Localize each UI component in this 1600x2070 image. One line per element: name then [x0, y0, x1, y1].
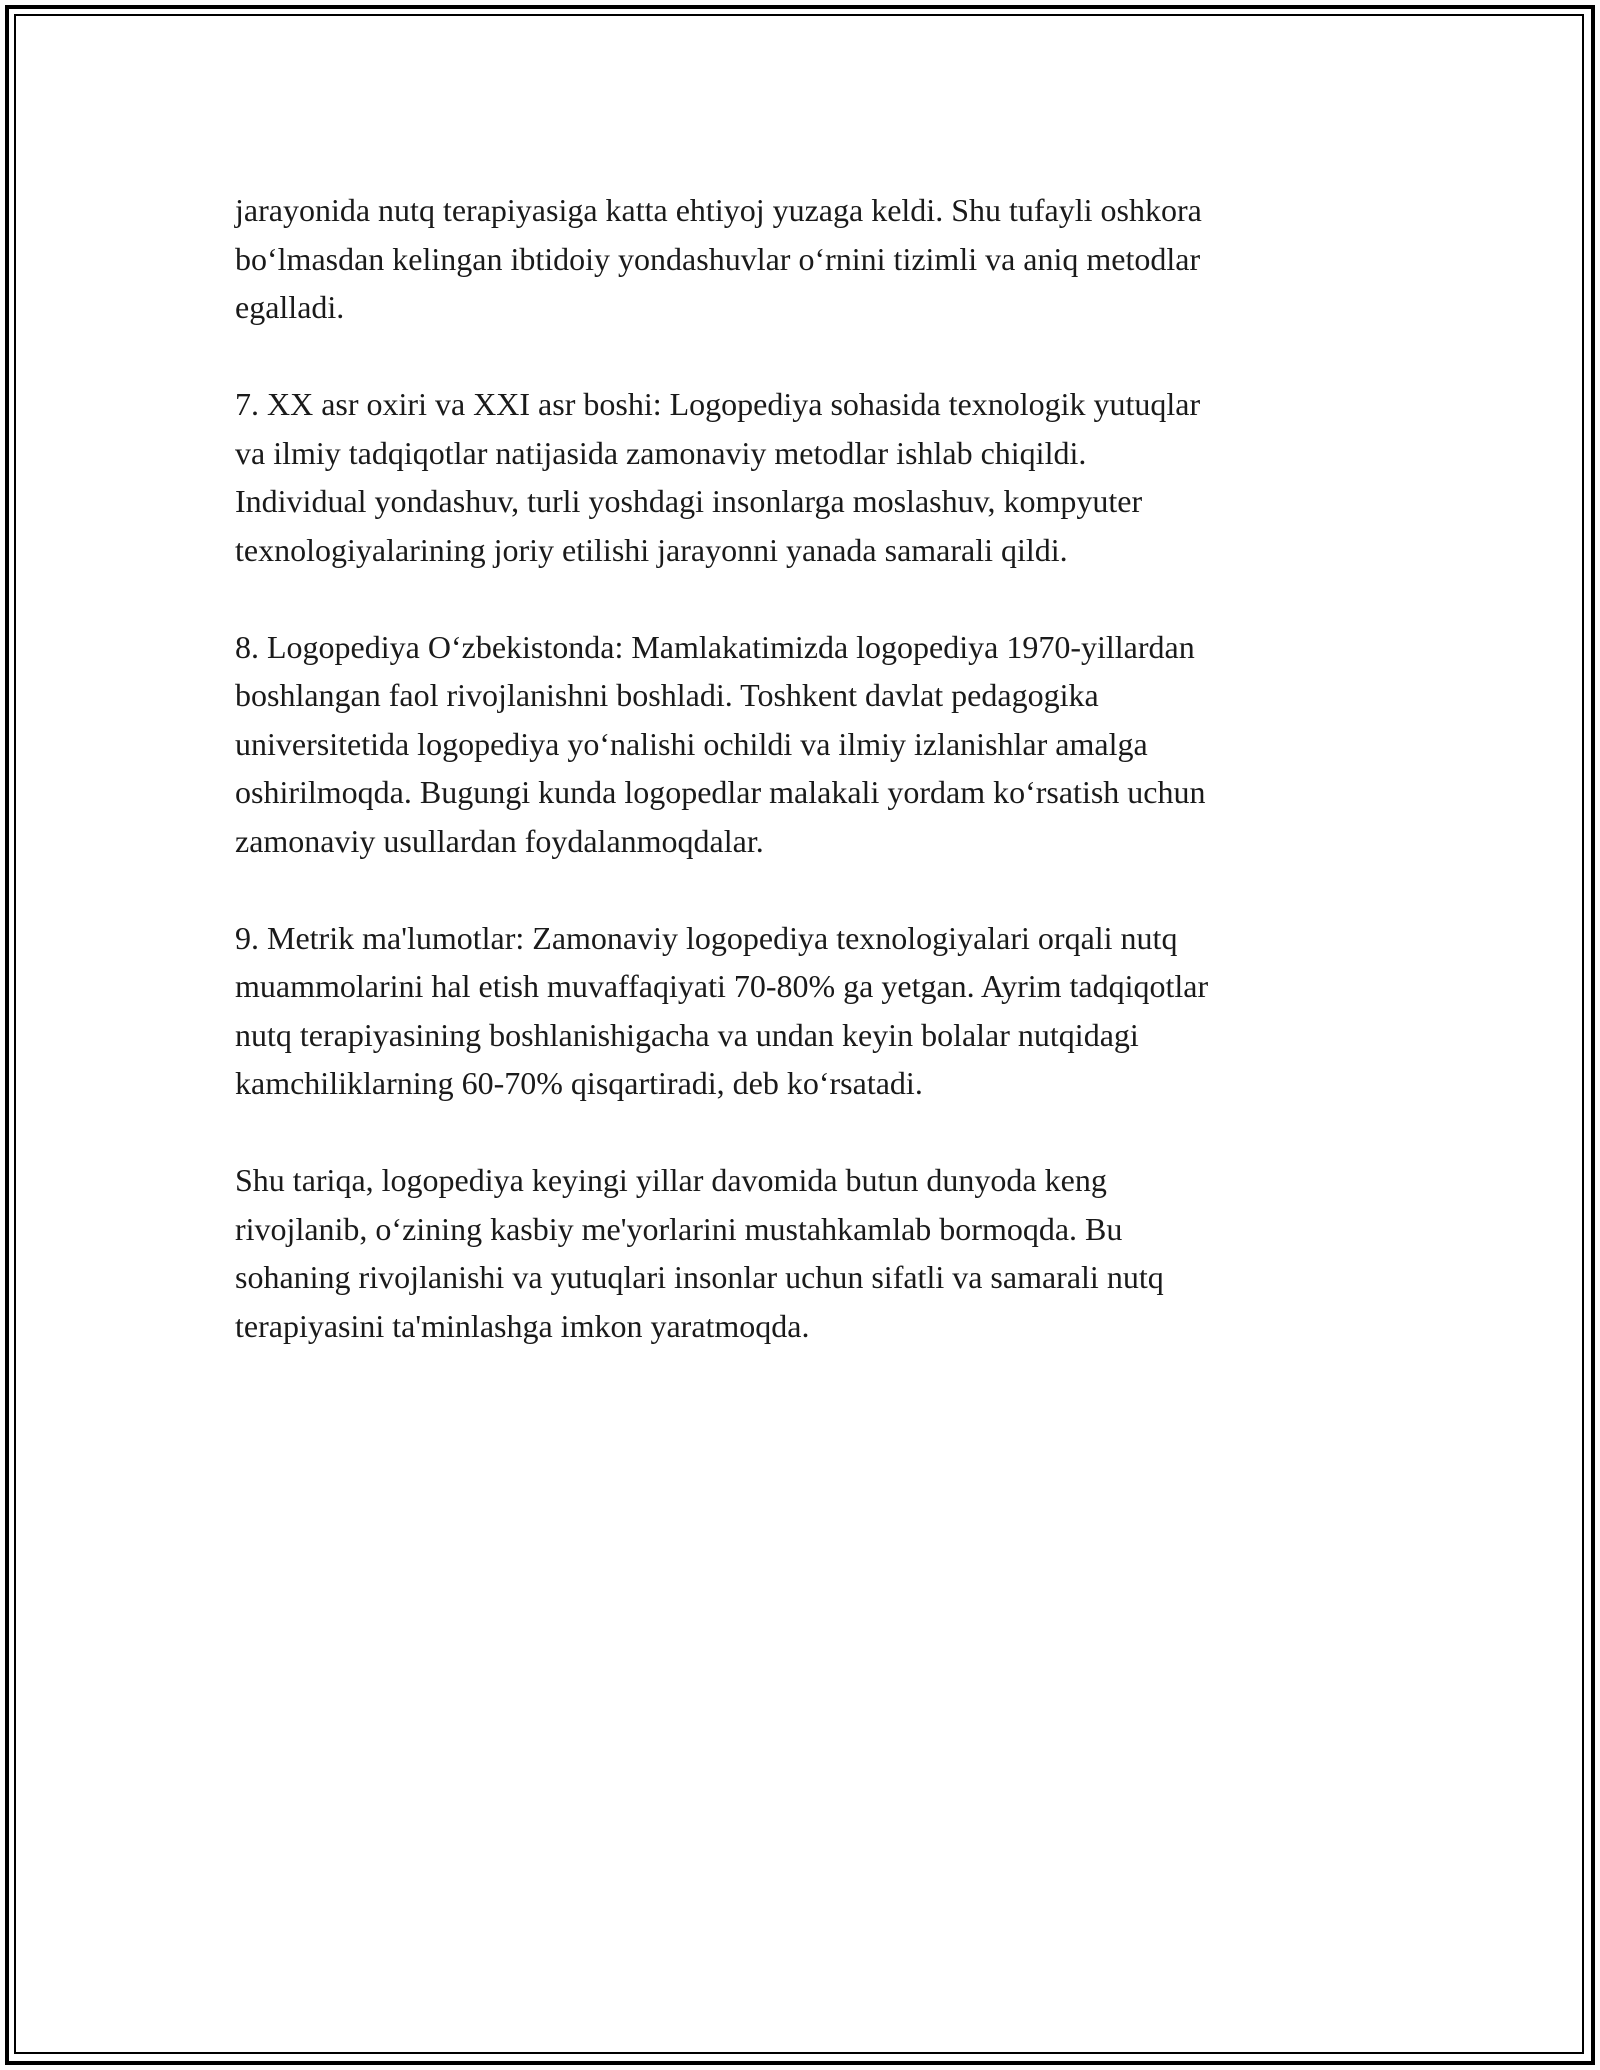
text-line: Shu tariqa, logopediya keyingi yillar davomida butun dunyoda keng — [235, 1162, 1107, 1198]
paragraph-continuation — [235, 186, 1365, 332]
paragraph-item-7 — [235, 380, 1365, 574]
text-line: bo‘lmasdan kelingan ibtidoiy yondashuvlar o‘rnini tizimli va aniq metodlar — [235, 240, 1201, 277]
text-line: egalladi. — [235, 289, 345, 325]
paragraph-item-9 — [235, 914, 1365, 1108]
text-line: oshirilmoqda. Bugungi kunda logopedlar malakali yordam ko‘rsatish uchun — [235, 774, 1206, 810]
text-line: universitetida logopediya yo‘nalishi ochildi va ilmiy izlanishlar amalga — [235, 725, 1148, 762]
text-line: muammolarini hal etish muvaffaqiyati 70-80% ga yetgan. Ayrim tadqiqotlar — [235, 968, 1209, 1004]
paragraph-item-8 — [235, 623, 1365, 866]
document-body — [235, 186, 1365, 1399]
text-line: jarayonida nutq terapiyasiga katta ehtiyoj yuzaga keldi. Shu tufayli oshkora — [235, 192, 1202, 228]
text-line: kamchiliklarning 60-70% qisqartiradi, deb ko‘rsatadi. — [235, 1065, 923, 1101]
text-line: zamonaviy usullardan foydalanmoqdalar. — [235, 822, 764, 859]
paragraph-conclusion — [235, 1156, 1365, 1350]
text-line: 7. XX asr oxiri va XXI asr boshi: Logopediya sohasida texnologik yutuqlar — [235, 386, 1201, 422]
text-line: va ilmiy tadqiqotlar natijasida zamonaviy metodlar ishlab chiqildi. — [235, 434, 1087, 471]
text-line: Individual yondashuv, turli yoshdagi insonlarga moslashuv, kompyuter — [235, 483, 1143, 519]
text-line: 8. Logopediya O‘zbekistonda: Mamlakatimizda logopediya 1970-yillardan — [235, 628, 1195, 665]
text-line: sohaning rivojlanishi va yutuqlari insonlar uchun sifatli va samarali nutq — [235, 1259, 1164, 1295]
text-line: texnologiyalarining joriy etilishi jarayonni yanada samarali qildi. — [235, 531, 1068, 568]
text-line: terapiyasini ta'minlashga imkon yaratmoqda. — [235, 1307, 810, 1344]
text-line: boshlangan faol rivojlanishni boshladi. Toshkent davlat pedagogika — [235, 677, 1099, 713]
text-line: nutq terapiyasining boshlanishigacha va undan keyin bolalar nutqidagi — [235, 1016, 1139, 1053]
text-line: rivojlanib, o‘zining kasbiy me'yorlarini mustahkamlab bormoqda. Bu — [235, 1210, 1123, 1247]
text-line: 9. Metrik ma'lumotlar: Zamonaviy logopediya texnologiyalari orqali nutq — [235, 919, 1178, 956]
